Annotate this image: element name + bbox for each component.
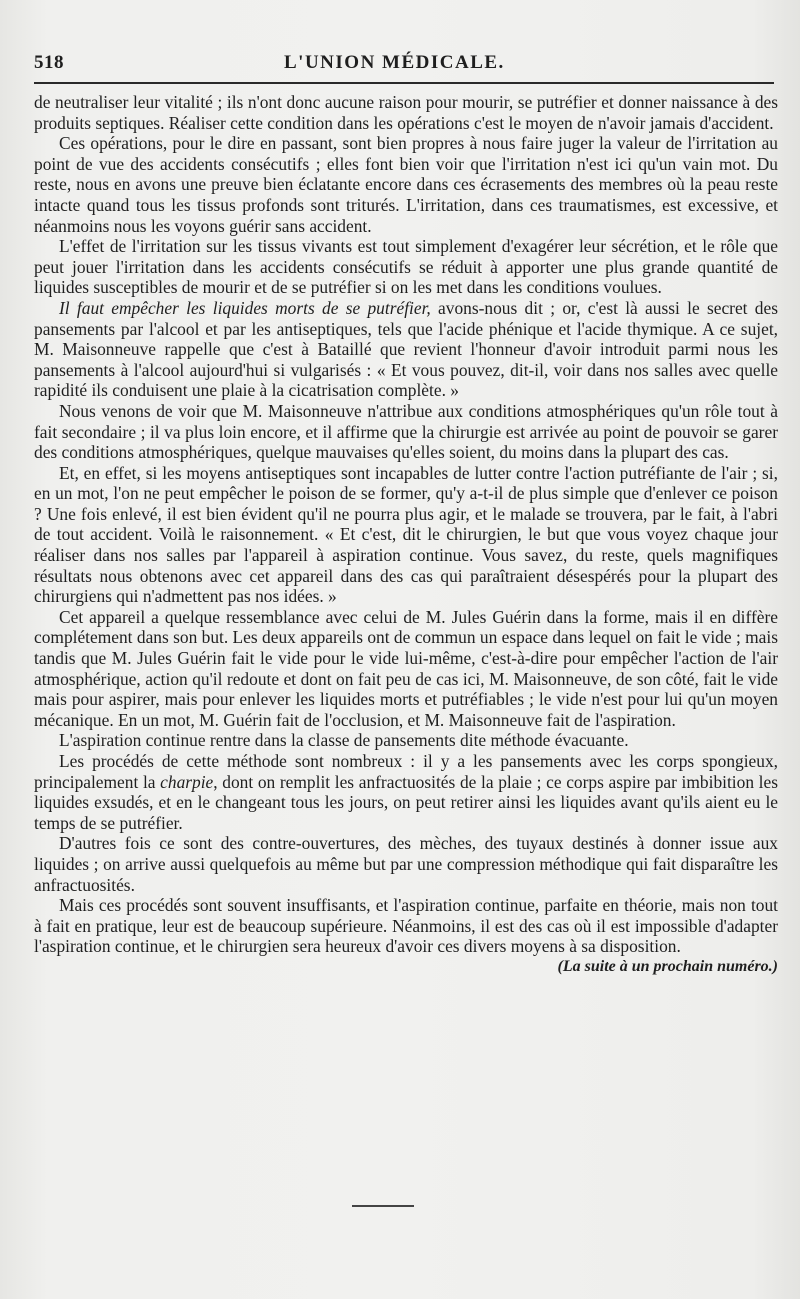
paragraph: de neutraliser leur vitalité ; ils n'ont donc aucune raison pour mourir, se putréfier et donner naissance à des produits septiques. Réaliser cette condition dans les opérations c'est le moyen de n'avoir jamais d'accident.	[34, 92, 778, 133]
page-number: 518	[34, 52, 64, 73]
paragraph-rest: avons-nous dit ; or, c'est là aussi le secret des pansements par l'alcool et par les antiseptiques, tels que l'acide phénique et l'acide thymique. A ce sujet, M. Maisonneuve rappelle que c'est à Bataillé que revient l'honneur d'avoir introduit parmi nous les pansements à l'alcool aujourd'hui si vulgarisés : « Et vous pouvez, dit-il, voir dans nos salles avec quelle rapidité ils conduisent une plaie à la cicatrisation complète. »	[34, 297, 778, 401]
emphasized-word: charpie	[160, 771, 214, 792]
paragraph: Nous venons de voir que M. Maisonneuve n'attribue aux conditions atmosphériques qu'un rôle tout à fait secondaire ; il va plus loin encore, et il affirme que la chirurgie est arrivée au point de pouvoir se garer des conditions atmosphériques, quelque mauvaises qu'elles soient, du moins dans la plupart des cas.	[34, 400, 778, 463]
header-rule	[34, 82, 774, 84]
paragraph	[34, 751, 778, 833]
footer-rule	[352, 1205, 414, 1207]
paragraph: L'effet de l'irritation sur les tissus vivants est tout simplement d'exagérer leur sécrétion, et le rôle que peut jouer l'irritation dans les accidents consécutifs se réduit à apporter une plus grande quantité de liquides susceptibles de mourir et de se putréfier si on les met dans les conditions voulues.	[34, 236, 778, 298]
paragraph: L'aspiration continue rentre dans la classe de pansements dite méthode évacuante.	[59, 730, 629, 751]
continuation-note: (La suite à un prochain numéro.)	[557, 957, 778, 975]
emphasized-lead: Il faut empêcher les liquides morts de se putréfier,	[59, 297, 431, 318]
running-title: L'UNION MÉDICALE.	[284, 52, 505, 73]
paragraph: Et, en effet, si les moyens antiseptiques sont incapables de lutter contre l'action putréfiante de l'air ; si, en un mot, l'on ne peut empêcher le poison de se former, qu'y a-t-il de plus simple que d'enlever ce poison ? Une fois enlevé, il est bien évident qu'il ne pourra plus agir, et le malade se trouvera, par le fait, à l'abri de tout accident. Voilà le raisonnement. « Et c'est, dit le chirurgien, le but que vous voyez chaque jour réaliser dans nos salles par l'appareil à aspiration continue. Vous savez, du reste, quels magnifiques résultats nous obtenons avec cet appareil dans des cas qui paraîtraient désespérés pour la plupart des chirurgiens qui n'admettent pas nos idées. »	[34, 462, 778, 607]
article-body	[34, 92, 778, 978]
paragraph-start: Les procédés de cette méthode sont nombreux : il y a les pansements avec les corps spongieux, principalement la	[34, 751, 778, 792]
paragraph-rest: , dont on remplit les anfractuosités de la plaie ; ce corps aspire par imbibition les liquides exsudés, et en le changeant tous les jours, on peut retirer ainsi les liquides avant qu'ils aient eu le temps de se putréfier.	[34, 771, 778, 833]
paragraph: D'autres fois ce sont des contre-ouvertures, des mèches, des tuyaux destinés à donner issue aux liquides ; on arrive aussi quelquefois au même but par une compression méthodique qui fait disparaître les anfractuosités.	[34, 833, 778, 895]
paragraph: Mais ces procédés sont souvent insuffisants, et l'aspiration continue, parfaite en théorie, mais non tout à fait en pratique, leur est de beaucoup supérieure. Néanmoins, il est des cas où il est impossible d'adapter l'aspiration continue, et le chirurgien sera heureux d'avoir ces divers moyens à sa disposition.	[34, 895, 778, 957]
paragraph: Cet appareil a quelque ressemblance avec celui de M. Jules Guérin dans la forme, mais il en diffère complétement dans son but. Les deux appareils ont de commun un espace dans lequel on fait le vide ; mais tandis que M. Jules Guérin fait le vide pour le vide lui-même, c'est-à-dire pour empêcher l'action de l'air atmosphérique, action qu'il redoute et dont on fait peu de cas ici, M. Maisonneuve, de son côté, fait le vide mais pour aspirer, mais pour enlever les liquides morts et putréfiables ; le vide n'est pour lui qu'un moyen mécanique. En un mot, M. Guérin fait de l'occlusion, et M. Maisonneuve fait de l'aspiration.	[34, 606, 778, 730]
page-header	[34, 52, 774, 80]
paragraph: Ces opérations, pour le dire en passant, sont bien propres à nous faire juger la valeur de l'irritation au point de vue des accidents consécutifs ; elles font bien voir que l'irritation n'est ici qu'un vain mot. Du reste, nous en avons une preuve bien éclatante encore dans ces écrasements des membres où la peau reste intacte quand tous les tissus profonds sont triturés. L'irritation, dans ces traumatismes, est excessive, et néanmoins nous les voyons guérir sans accident.	[34, 133, 778, 236]
paragraph	[34, 298, 778, 401]
